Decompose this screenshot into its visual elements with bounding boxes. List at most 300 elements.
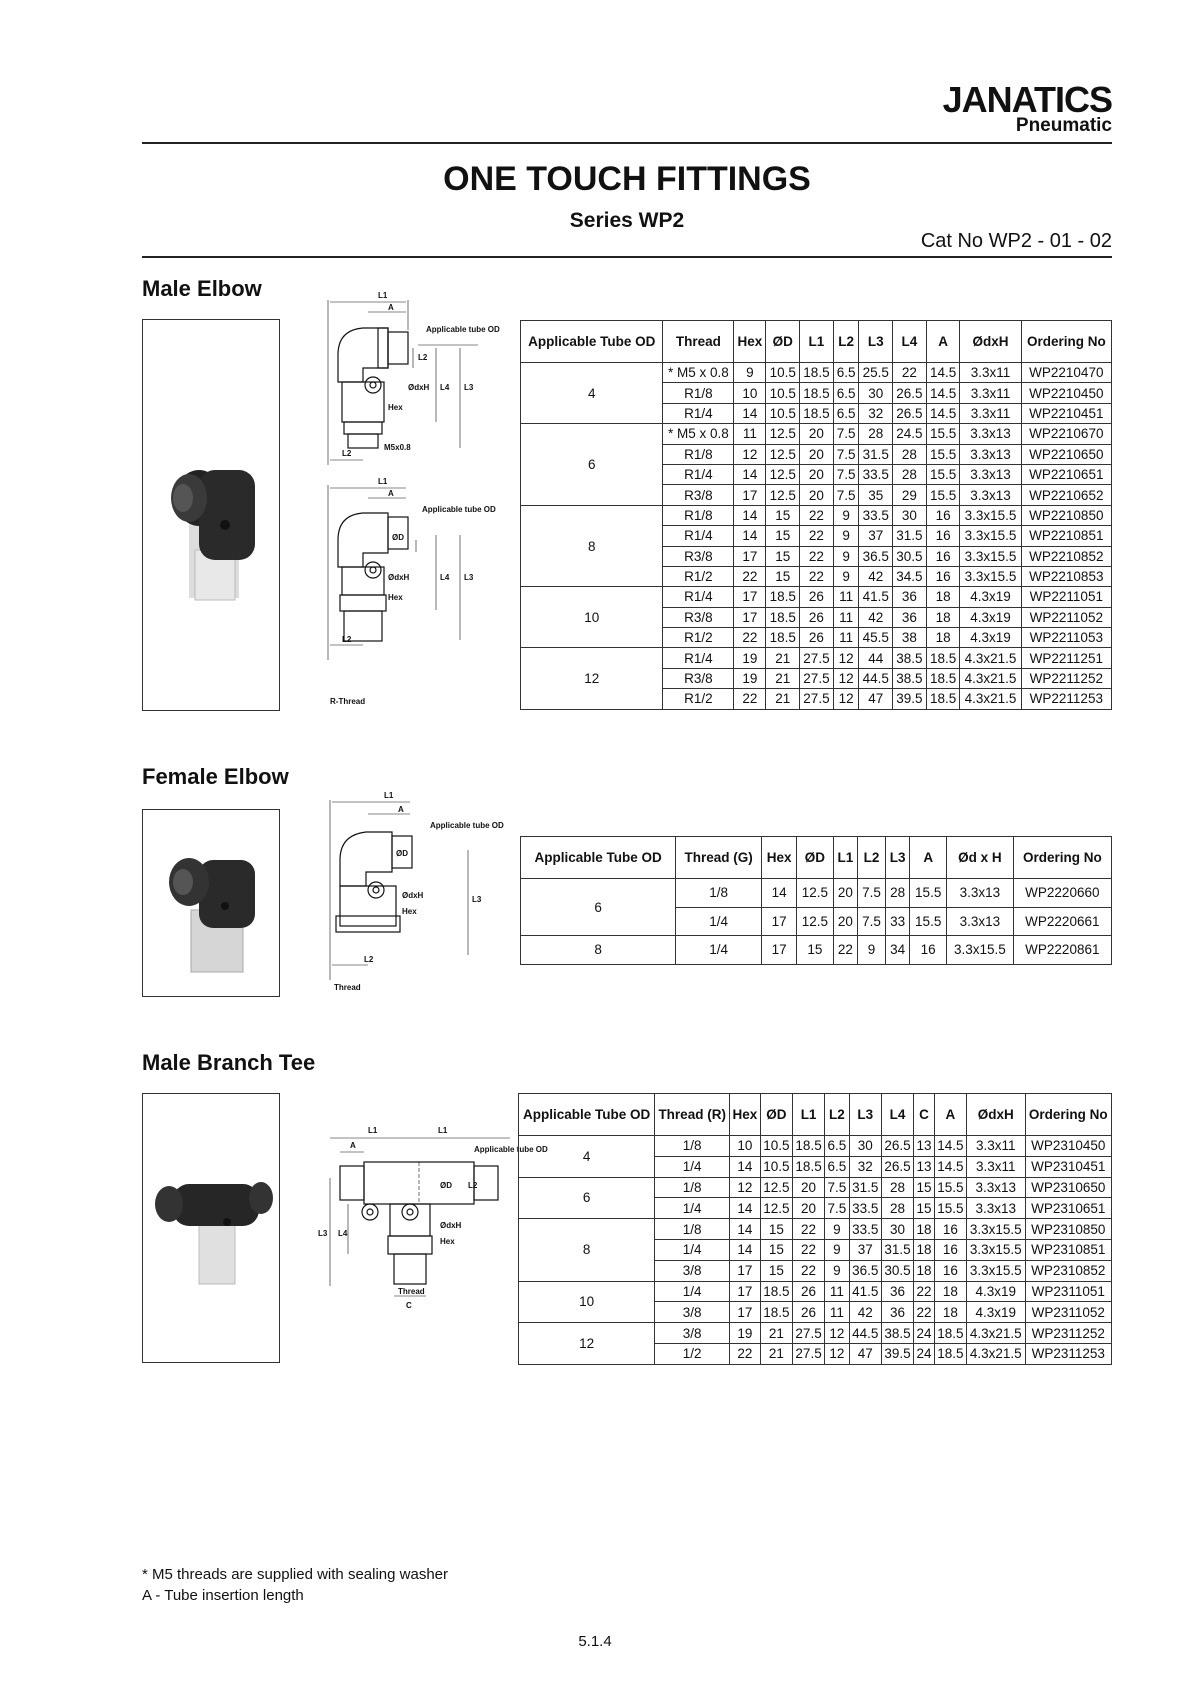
table-cell: 18.5: [760, 1281, 792, 1302]
table-cell: 15.5: [934, 1198, 966, 1219]
table-cell: 12.5: [766, 424, 800, 444]
section-male-elbow: Male Elbow: [142, 276, 262, 301]
table-cell: 14.5: [926, 363, 960, 383]
table-cell: 30.5: [881, 1260, 913, 1281]
table-cell: WP2211253: [1021, 689, 1111, 709]
table-cell: R1/4: [663, 526, 734, 546]
table-cell: 12: [825, 1343, 850, 1364]
table-row: [521, 879, 1112, 908]
table-cell: 9: [825, 1219, 850, 1240]
table-cell: 47: [849, 1343, 881, 1364]
table-cell: 7.5: [825, 1177, 850, 1198]
column-header: L3: [859, 321, 893, 363]
dim-dxh: ØdxH: [408, 383, 430, 392]
table-cell: 6.5: [825, 1156, 850, 1177]
table-cell: WP2210850: [1021, 505, 1111, 525]
male-elbow-photo: [142, 319, 280, 711]
table-cell: 18: [926, 628, 960, 648]
table-cell: 19: [734, 648, 766, 668]
table-cell: WP2310450: [1025, 1136, 1111, 1157]
table-cell: 12: [833, 648, 859, 668]
table-cell: 18.5: [792, 1136, 824, 1157]
column-header: Ordering No: [1025, 1094, 1111, 1136]
table-cell: 31.5: [893, 526, 927, 546]
table-cell: 18.5: [766, 607, 800, 627]
table-cell: 24: [914, 1323, 935, 1344]
fe-dim-l3: L3: [472, 895, 482, 904]
table-cell: 30: [881, 1219, 913, 1240]
table-cell: 3.3x13: [960, 485, 1021, 505]
table-cell: R1/2: [663, 689, 734, 709]
table-row: [519, 1323, 1112, 1344]
table-cell: WP2210652: [1021, 485, 1111, 505]
table-cell: WP2210470: [1021, 363, 1111, 383]
table-cell: 18.5: [766, 628, 800, 648]
table-cell: 22: [734, 689, 766, 709]
table-cell: 1/8: [655, 1219, 730, 1240]
table-cell: 20: [800, 444, 834, 464]
page-title: ONE TOUCH FITTINGS: [443, 160, 811, 198]
tube-od-cell: 4: [519, 1136, 655, 1178]
table-cell: WP2210450: [1021, 383, 1111, 403]
table-cell: 16: [934, 1239, 966, 1260]
column-header: Thread: [663, 321, 734, 363]
table-row: [521, 424, 1112, 444]
table-cell: WP2311051: [1025, 1281, 1111, 1302]
table-cell: 25.5: [859, 363, 893, 383]
table-cell: 15.5: [934, 1177, 966, 1198]
table-cell: 26.5: [881, 1136, 913, 1157]
table-cell: 3/8: [655, 1323, 730, 1344]
label-rthread: R-Thread: [330, 697, 366, 706]
table-cell: 11: [833, 587, 859, 607]
table-row: [521, 363, 1112, 383]
table-cell: WP2310650: [1025, 1177, 1111, 1198]
table-cell: 16: [910, 936, 947, 965]
table-cell: WP2210852: [1021, 546, 1111, 566]
table-cell: 26.5: [881, 1156, 913, 1177]
table-cell: 18.5: [934, 1343, 966, 1364]
table-cell: 11: [833, 628, 859, 648]
table-cell: 31.5: [849, 1177, 881, 1198]
table-cell: 22: [800, 526, 834, 546]
table-cell: 22: [914, 1281, 935, 1302]
table-cell: 20: [800, 464, 834, 484]
table-cell: WP2311253: [1025, 1343, 1111, 1364]
table-cell: 7.5: [833, 464, 859, 484]
dim-l2-b: L2: [342, 635, 352, 644]
table-cell: 1/4: [655, 1198, 730, 1219]
table-cell: 36.5: [859, 546, 893, 566]
table-cell: 16: [934, 1260, 966, 1281]
table-cell: 3.3x13: [967, 1198, 1026, 1219]
column-header: A: [926, 321, 960, 363]
table-cell: 20: [792, 1177, 824, 1198]
table-cell: 22: [792, 1219, 824, 1240]
table-cell: 26: [800, 607, 834, 627]
table-cell: 3/8: [655, 1260, 730, 1281]
column-header: A: [910, 837, 947, 879]
table-cell: WP2210853: [1021, 566, 1111, 586]
column-header: Hex: [734, 321, 766, 363]
table-header-row: [519, 1094, 1112, 1136]
table-cell: WP2210670: [1021, 424, 1111, 444]
table-cell: 38: [893, 628, 927, 648]
table-cell: 3.3x13: [947, 907, 1014, 936]
dim-l4-b: L4: [440, 573, 450, 582]
column-header: Ordering No: [1021, 321, 1111, 363]
table-cell: 13: [914, 1156, 935, 1177]
column-header: Applicable Tube OD: [519, 1094, 655, 1136]
table-cell: 36: [881, 1302, 913, 1323]
column-header: L4: [881, 1094, 913, 1136]
table-cell: 21: [766, 648, 800, 668]
column-header: L1: [800, 321, 834, 363]
table-cell: 17: [734, 546, 766, 566]
table-cell: 3.3x11: [960, 403, 1021, 423]
table-cell: 3.3x15.5: [960, 546, 1021, 566]
table-cell: 10: [734, 383, 766, 403]
column-header: Thread (G): [676, 837, 762, 879]
table-cell: 18: [926, 587, 960, 607]
table-cell: 27.5: [792, 1343, 824, 1364]
table-cell: 29: [893, 485, 927, 505]
tee-dim-c: C: [406, 1301, 412, 1310]
column-header: ØD: [797, 837, 834, 879]
table-cell: 12: [730, 1177, 761, 1198]
female-elbow-photo: [142, 809, 280, 997]
brand-name: JANATICS: [942, 79, 1112, 120]
table-cell: WP2211251: [1021, 648, 1111, 668]
fe-label-tube: Applicable tube OD: [430, 821, 504, 830]
table-cell: 24.5: [893, 424, 927, 444]
table-cell: 4.3x19: [967, 1281, 1026, 1302]
table-cell: 14.5: [934, 1156, 966, 1177]
table-row: [519, 1219, 1112, 1240]
table-cell: 3.3x15.5: [960, 526, 1021, 546]
tube-od-cell: 6: [519, 1177, 655, 1219]
column-header: A: [934, 1094, 966, 1136]
table-cell: 14: [734, 505, 766, 525]
table-cell: 1/8: [676, 879, 762, 908]
table-cell: 18.5: [792, 1156, 824, 1177]
table-cell: 34.5: [893, 566, 927, 586]
table-cell: WP2220661: [1013, 907, 1111, 936]
table-cell: 30: [893, 505, 927, 525]
fe-dim-od: ØD: [396, 849, 408, 858]
table-cell: 17: [730, 1281, 761, 1302]
table-cell: 42: [859, 607, 893, 627]
table-cell: 3.3x13: [947, 879, 1014, 908]
table-row: [521, 505, 1112, 525]
table-cell: R3/8: [663, 668, 734, 688]
table-cell: 4.3x21.5: [960, 668, 1021, 688]
tube-od-cell: 8: [521, 505, 663, 587]
tee-dim-l3: L3: [318, 1229, 328, 1238]
table-cell: 15: [766, 505, 800, 525]
table-cell: 36: [893, 607, 927, 627]
table-cell: 47: [859, 689, 893, 709]
tee-dim-l1-right: L1: [438, 1126, 448, 1135]
tube-od-cell: 4: [521, 363, 663, 424]
column-header: Hex: [730, 1094, 761, 1136]
table-cell: WP2310451: [1025, 1156, 1111, 1177]
table-cell: 18: [934, 1281, 966, 1302]
table-cell: 33.5: [859, 464, 893, 484]
table-cell: 3.3x15.5: [960, 505, 1021, 525]
table-cell: 32: [859, 403, 893, 423]
table-cell: 4.3x19: [967, 1302, 1026, 1323]
label-tube: Applicable tube OD: [426, 325, 500, 334]
column-header: ØD: [760, 1094, 792, 1136]
table-cell: 18: [926, 607, 960, 627]
table-cell: 32: [849, 1156, 881, 1177]
table-cell: 15.5: [910, 879, 947, 908]
column-header: L4: [893, 321, 927, 363]
tee-dim-l2: L2: [468, 1181, 478, 1190]
table-cell: WP2211051: [1021, 587, 1111, 607]
table-cell: 15: [760, 1260, 792, 1281]
dim-l1-b: L1: [378, 477, 388, 486]
page-number: 5.1.4: [578, 1633, 612, 1650]
table-cell: WP2211252: [1021, 668, 1111, 688]
table-cell: 14: [734, 464, 766, 484]
tee-dim-l4: L4: [338, 1229, 348, 1238]
table-row: [519, 1177, 1112, 1198]
table-cell: 27.5: [800, 668, 834, 688]
table-cell: 18.5: [800, 363, 834, 383]
tube-od-cell: 10: [521, 587, 663, 648]
tee-label-hex: Hex: [440, 1237, 455, 1246]
fe-dim-l1: L1: [384, 791, 394, 800]
column-header: L1: [792, 1094, 824, 1136]
table-cell: 17: [730, 1260, 761, 1281]
page-subtitle: Series WP2: [569, 209, 685, 232]
table-cell: 33.5: [849, 1198, 881, 1219]
table-cell: 22: [734, 566, 766, 586]
dim-l4: L4: [440, 383, 450, 392]
table-cell: 39.5: [893, 689, 927, 709]
table-row: [519, 1136, 1112, 1157]
table-cell: 19: [734, 668, 766, 688]
table-cell: R3/8: [663, 607, 734, 627]
table-cell: 3.3x15.5: [967, 1260, 1026, 1281]
table-cell: 14.5: [926, 383, 960, 403]
table-cell: 15.5: [926, 464, 960, 484]
table-cell: 3.3x15.5: [947, 936, 1014, 965]
table-cell: 18.5: [926, 668, 960, 688]
table-cell: 4.3x21.5: [960, 648, 1021, 668]
column-header: Ordering No: [1013, 837, 1111, 879]
table-cell: 16: [926, 546, 960, 566]
table-cell: 26: [792, 1281, 824, 1302]
table-cell: 12.5: [797, 907, 834, 936]
table-cell: 12: [833, 668, 859, 688]
table-cell: 1/4: [655, 1239, 730, 1260]
table-cell: 15: [766, 546, 800, 566]
table-cell: 15.5: [926, 444, 960, 464]
table-cell: 20: [833, 879, 857, 908]
table-cell: WP2211052: [1021, 607, 1111, 627]
table-cell: 3.3x13: [967, 1177, 1026, 1198]
table-cell: 14: [734, 403, 766, 423]
table-cell: 45.5: [859, 628, 893, 648]
table-cell: * M5 x 0.8: [663, 363, 734, 383]
column-header: ØdxH: [960, 321, 1021, 363]
table-cell: 15.5: [926, 424, 960, 444]
table-cell: 12.5: [766, 444, 800, 464]
table-cell: 22: [730, 1343, 761, 1364]
table-cell: 3.3x11: [967, 1136, 1026, 1157]
table-cell: 12.5: [766, 485, 800, 505]
table-cell: 18: [914, 1260, 935, 1281]
table-cell: 22: [734, 628, 766, 648]
table-cell: 6.5: [833, 403, 859, 423]
male-elbow-table: [520, 320, 1112, 710]
table-cell: 17: [762, 936, 797, 965]
table-cell: 3.3x15.5: [960, 566, 1021, 586]
footnote-m5: * M5 threads are supplied with sealing washer: [142, 1566, 448, 1583]
label-hex: Hex: [388, 403, 403, 412]
table-cell: * M5 x 0.8: [663, 424, 734, 444]
table-cell: 1/8: [655, 1136, 730, 1157]
table-cell: 15: [760, 1239, 792, 1260]
table-cell: 18: [914, 1219, 935, 1240]
table-cell: 15.5: [926, 485, 960, 505]
table-cell: 12.5: [760, 1177, 792, 1198]
table-cell: 22: [800, 546, 834, 566]
dim-a: A: [388, 303, 394, 312]
table-cell: 3/8: [655, 1302, 730, 1323]
table-cell: 11: [833, 607, 859, 627]
column-header: Applicable Tube OD: [521, 837, 676, 879]
table-cell: 9: [734, 363, 766, 383]
table-cell: 26: [800, 628, 834, 648]
table-cell: 3.3x13: [960, 464, 1021, 484]
table-cell: 27.5: [800, 648, 834, 668]
table-cell: 21: [760, 1343, 792, 1364]
table-cell: 38.5: [881, 1323, 913, 1344]
table-cell: 42: [859, 566, 893, 586]
table-cell: 17: [734, 485, 766, 505]
table-cell: 3.3x13: [960, 444, 1021, 464]
table-cell: 1/2: [655, 1343, 730, 1364]
table-cell: 21: [766, 689, 800, 709]
table-cell: 31.5: [859, 444, 893, 464]
brand-logo: [866, 79, 1112, 136]
column-header: L2: [858, 837, 886, 879]
label-tube-b: Applicable tube OD: [422, 505, 496, 514]
dim-l3: L3: [464, 383, 474, 392]
table-cell: 7.5: [825, 1198, 850, 1219]
table-cell: 12.5: [797, 879, 834, 908]
table-cell: 20: [833, 907, 857, 936]
table-cell: 16: [926, 566, 960, 586]
table-cell: 19: [730, 1323, 761, 1344]
table-cell: 18: [914, 1239, 935, 1260]
table-cell: 10.5: [760, 1136, 792, 1157]
table-cell: 36: [881, 1281, 913, 1302]
dim-l2-bottom: L2: [342, 449, 352, 458]
dim-l1: L1: [378, 291, 388, 300]
table-cell: 27.5: [792, 1323, 824, 1344]
table-cell: 28: [885, 879, 909, 908]
table-cell: WP2210650: [1021, 444, 1111, 464]
table-cell: 1/4: [676, 907, 762, 936]
table-cell: 9: [825, 1260, 850, 1281]
fe-label-thread: Thread: [334, 983, 361, 992]
table-cell: 22: [800, 505, 834, 525]
table-cell: 9: [833, 546, 859, 566]
table-cell: 20: [792, 1198, 824, 1219]
table-header-row: [521, 837, 1112, 879]
table-cell: WP2210851: [1021, 526, 1111, 546]
table-cell: 18.5: [800, 383, 834, 403]
table-cell: 18.5: [934, 1323, 966, 1344]
table-cell: 4.3x21.5: [960, 689, 1021, 709]
table-cell: R1/4: [663, 587, 734, 607]
tee-label-thread: Thread: [398, 1287, 425, 1296]
table-cell: 6.5: [825, 1136, 850, 1157]
table-cell: 14: [730, 1198, 761, 1219]
tube-od-cell: 10: [519, 1281, 655, 1323]
table-cell: 34: [885, 936, 909, 965]
table-cell: 3.3x11: [967, 1156, 1026, 1177]
table-cell: 39.5: [881, 1343, 913, 1364]
tee-dim-l1-left: L1: [368, 1126, 378, 1135]
table-cell: WP2210651: [1021, 464, 1111, 484]
male-branch-tee-table: [518, 1093, 1112, 1365]
table-cell: WP2310651: [1025, 1198, 1111, 1219]
table-cell: WP2310850: [1025, 1219, 1111, 1240]
table-cell: 22: [893, 363, 927, 383]
table-cell: R3/8: [663, 546, 734, 566]
section-female-elbow: Female Elbow: [142, 764, 289, 789]
table-cell: 9: [833, 526, 859, 546]
table-cell: R1/8: [663, 505, 734, 525]
tube-od-cell: 8: [521, 936, 676, 965]
table-cell: 35: [859, 485, 893, 505]
column-header: C: [914, 1094, 935, 1136]
table-cell: R1/8: [663, 444, 734, 464]
label-hex-b: Hex: [388, 593, 403, 602]
table-cell: 3.3x15.5: [967, 1239, 1026, 1260]
table-header-row: [521, 321, 1112, 363]
table-cell: 33: [885, 907, 909, 936]
table-cell: 4.3x21.5: [967, 1323, 1026, 1344]
table-cell: 38.5: [893, 668, 927, 688]
table-cell: 7.5: [833, 485, 859, 505]
table-cell: WP2311252: [1025, 1323, 1111, 1344]
table-cell: 4.3x19: [960, 587, 1021, 607]
table-cell: 15.5: [910, 907, 947, 936]
tube-od-cell: 8: [519, 1219, 655, 1281]
dim-a-b: A: [388, 489, 394, 498]
table-cell: 26.5: [893, 403, 927, 423]
table-cell: 15: [797, 936, 834, 965]
table-cell: 14.5: [926, 403, 960, 423]
table-cell: 15: [766, 526, 800, 546]
dim-dxh-b: ØdxH: [388, 573, 410, 582]
table-cell: 12.5: [760, 1198, 792, 1219]
table-cell: 7.5: [858, 907, 886, 936]
table-cell: 7.5: [833, 424, 859, 444]
table-cell: 1/4: [655, 1156, 730, 1177]
table-cell: 17: [734, 607, 766, 627]
catalog-number: Cat No WP2 - 01 - 02: [920, 230, 1112, 252]
table-cell: 41.5: [859, 587, 893, 607]
table-cell: 22: [800, 566, 834, 586]
